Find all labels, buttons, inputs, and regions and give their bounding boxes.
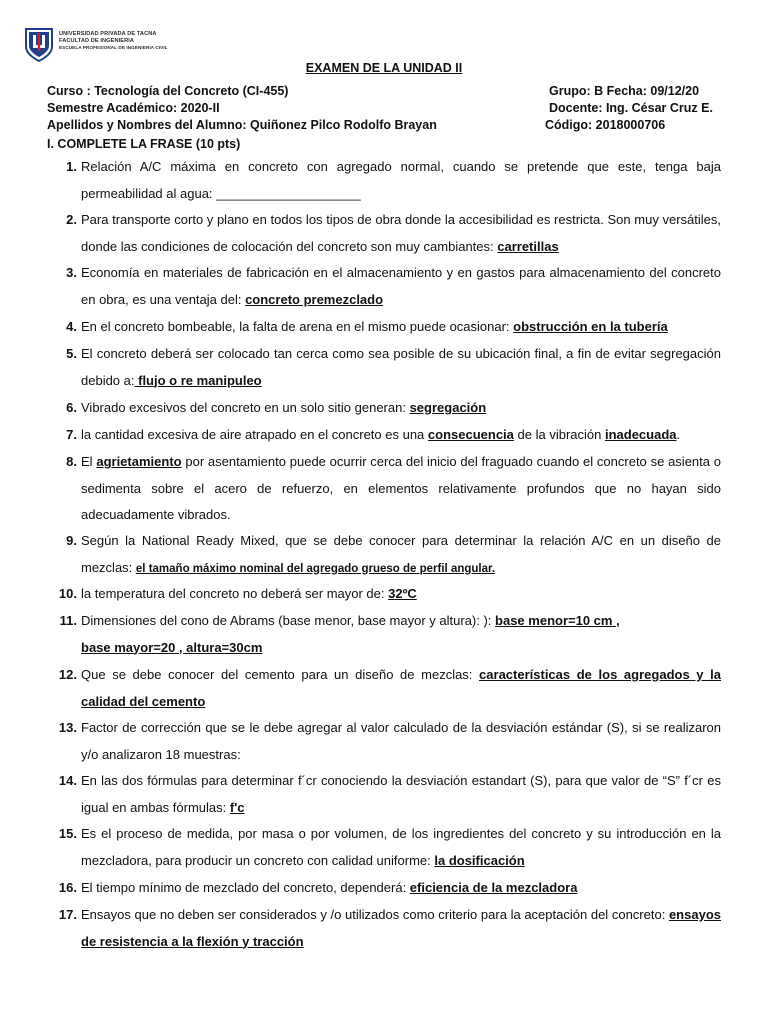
question-item — [47, 260, 721, 313]
student-code-field: Código: 2018000706 — [545, 118, 666, 132]
question-item — [47, 608, 721, 661]
answer-text: inadecuada — [604, 427, 677, 442]
exam-title: EXAMEN DE LA UNIDAD II — [305, 61, 463, 75]
question-text: En las dos fórmulas para determinar f´cr conociendo la desviación estandart (S), para que valor de “S” f´cr es igual en ambas fórmulas: — [81, 773, 721, 815]
question-text: por asentamiento puede ocurrir cerca del inicio del fraguado cuando el concreto se asienta o sedimenta sobre el acero de refuerzo, en elementos relativamente profundos que no hayan sido adecuadamente vibrados. — [81, 454, 721, 522]
question-text: El tiempo mínimo de mezclado del concreto, dependerá: — [81, 880, 410, 895]
institution-name — [59, 31, 168, 51]
answer-text: carretillas — [497, 238, 559, 254]
semester-field: Semestre Académico: 2020-II — [47, 101, 220, 115]
question-text: El — [81, 454, 97, 469]
institution-line: FACULTAD DE INGENIERIA — [59, 37, 135, 44]
question-item — [47, 581, 721, 608]
question-number: 10. — [58, 586, 77, 601]
answer-text: la dosificación — [434, 852, 525, 868]
answer-text: el tamaño máximo nominal del agregado grueso de perfil angular. — [135, 562, 496, 575]
question-number: 13. — [58, 720, 77, 735]
question-number: 2. — [66, 212, 77, 227]
answer-text: concreto premezclado — [245, 291, 384, 307]
question-text: Es el proceso de medida, por masa o por volumen, de los ingredientes del concreto y su introducción en la mezcladora, para producir un concreto con calidad uniforme: — [81, 826, 721, 868]
question-item — [47, 821, 721, 874]
answer-text: ensayos de resistencia a la flexión y tracción — [81, 907, 721, 949]
question-number: 9. — [66, 533, 77, 548]
answer-text: segregación — [409, 400, 487, 415]
course-field: Curso : Tecnología del Concreto (CI-455) — [47, 84, 289, 98]
teacher-field: Docente: Ing. César Cruz E. — [549, 101, 713, 115]
answer-text: base menor=10 cm , — [495, 613, 620, 628]
student-name-field: Apellidos y Nombres del Alumno: Quiñonez Pilco Rodolfo Brayan — [47, 118, 437, 132]
question-item — [47, 422, 721, 449]
question-number: 14. — [58, 773, 77, 788]
answer-text: agrietamiento — [96, 454, 182, 469]
institution-line: UNIVERSIDAD PRIVADA DE TACNA — [59, 31, 157, 37]
question-number: 17. — [58, 907, 77, 922]
question-item — [47, 154, 721, 207]
question-text: Vibrado excesivos del concreto en un solo sitio generan: — [81, 400, 410, 415]
question-text: Economía en materiales de fabricación en el almacenamiento y en gastos para almacenamiento del concreto en obra, es una ventaja del: — [81, 265, 721, 307]
question-text: En el concreto bombeable, la falta de arena en el mismo puede ocasionar: — [81, 319, 514, 334]
question-number: 1. — [66, 159, 77, 174]
question-text: Que se debe conocer del cemento para un diseño de mezclas: — [81, 667, 480, 682]
question-number: 3. — [66, 265, 77, 280]
question-item — [47, 314, 721, 341]
answer-text: f'c — [229, 799, 245, 815]
question-item — [47, 395, 721, 422]
question-number: 6. — [66, 400, 77, 415]
question-item — [47, 662, 721, 715]
question-number: 7. — [66, 427, 77, 442]
answer-text: características de los agregados y la calidad del cemento — [81, 667, 721, 709]
answer-text: 32ºC — [388, 586, 417, 601]
question-text: Según la National Ready Mixed, que se debe conocer para determinar la relación A/C en un diseño de mezclas: — [81, 533, 721, 575]
question-text: la cantidad excesiva de aire atrapado en el concreto es una — [81, 427, 428, 442]
question-text: Dimensiones del cono de Abrams (base menor, base mayor y altura): ): — [81, 613, 496, 628]
question-item — [47, 341, 721, 394]
question-number: 15. — [58, 826, 77, 841]
university-logo-icon — [24, 27, 54, 63]
question-item — [47, 449, 721, 529]
question-item — [47, 207, 721, 260]
section-title: I. COMPLETE LA FRASE (10 pts) — [47, 137, 241, 151]
question-number: 11. — [59, 613, 77, 628]
answer-text: obstrucción en la tubería — [513, 319, 668, 334]
question-item — [47, 768, 721, 821]
question-text: Relación A/C máxima en concreto con agregado normal, cuando se pretende que este, tenga baja permeabilidad al agua: ____________________ — [81, 159, 721, 201]
question-text: Ensayos que no deben ser considerados y /o utilizados como criterio para la aceptación del concreto: — [81, 907, 669, 922]
question-number: 12. — [58, 667, 77, 682]
answer-text: consecuencia — [427, 427, 514, 442]
question-text: de la vibración — [513, 427, 605, 442]
question-item — [47, 715, 721, 768]
question-number: 8. — [66, 454, 77, 469]
answer-text: eficiencia de la mezcladora — [409, 880, 578, 895]
question-item — [47, 875, 721, 902]
question-text: . — [676, 427, 681, 442]
institution-line: ESCUELA PROFESIONAL DE INGENIERIA CIVIL — [59, 44, 168, 50]
question-number: 5. — [66, 346, 77, 361]
answer-text: base mayor=20 , altura=30cm — [81, 639, 263, 655]
question-text: El concreto deberá ser colocado tan cerca como sea posible de su ubicación final, a fin de evitar segregación debido a: — [81, 346, 721, 388]
question-item — [47, 528, 721, 582]
question-text: la temperatura del concreto no deberá ser mayor de: — [81, 586, 389, 601]
question-number: 4. — [66, 319, 77, 334]
question-text: Factor de corrección que se le debe agregar al valor calculado de la desviación estándar (S), si se realizaron y/o analizaron 18 muestras: — [81, 720, 721, 762]
answer-text: flujo o re manipuleo — [134, 372, 262, 388]
question-text: Para transporte corto y plano en todos los tipos de obra donde la accesibilidad es restricta. Son muy versátiles, donde las condiciones de colocación del concreto son muy cambiantes: — [81, 212, 721, 254]
group-date-field: Grupo: B Fecha: 09/12/20 — [549, 84, 700, 98]
question-item — [47, 902, 721, 955]
question-number: 16. — [58, 880, 77, 895]
